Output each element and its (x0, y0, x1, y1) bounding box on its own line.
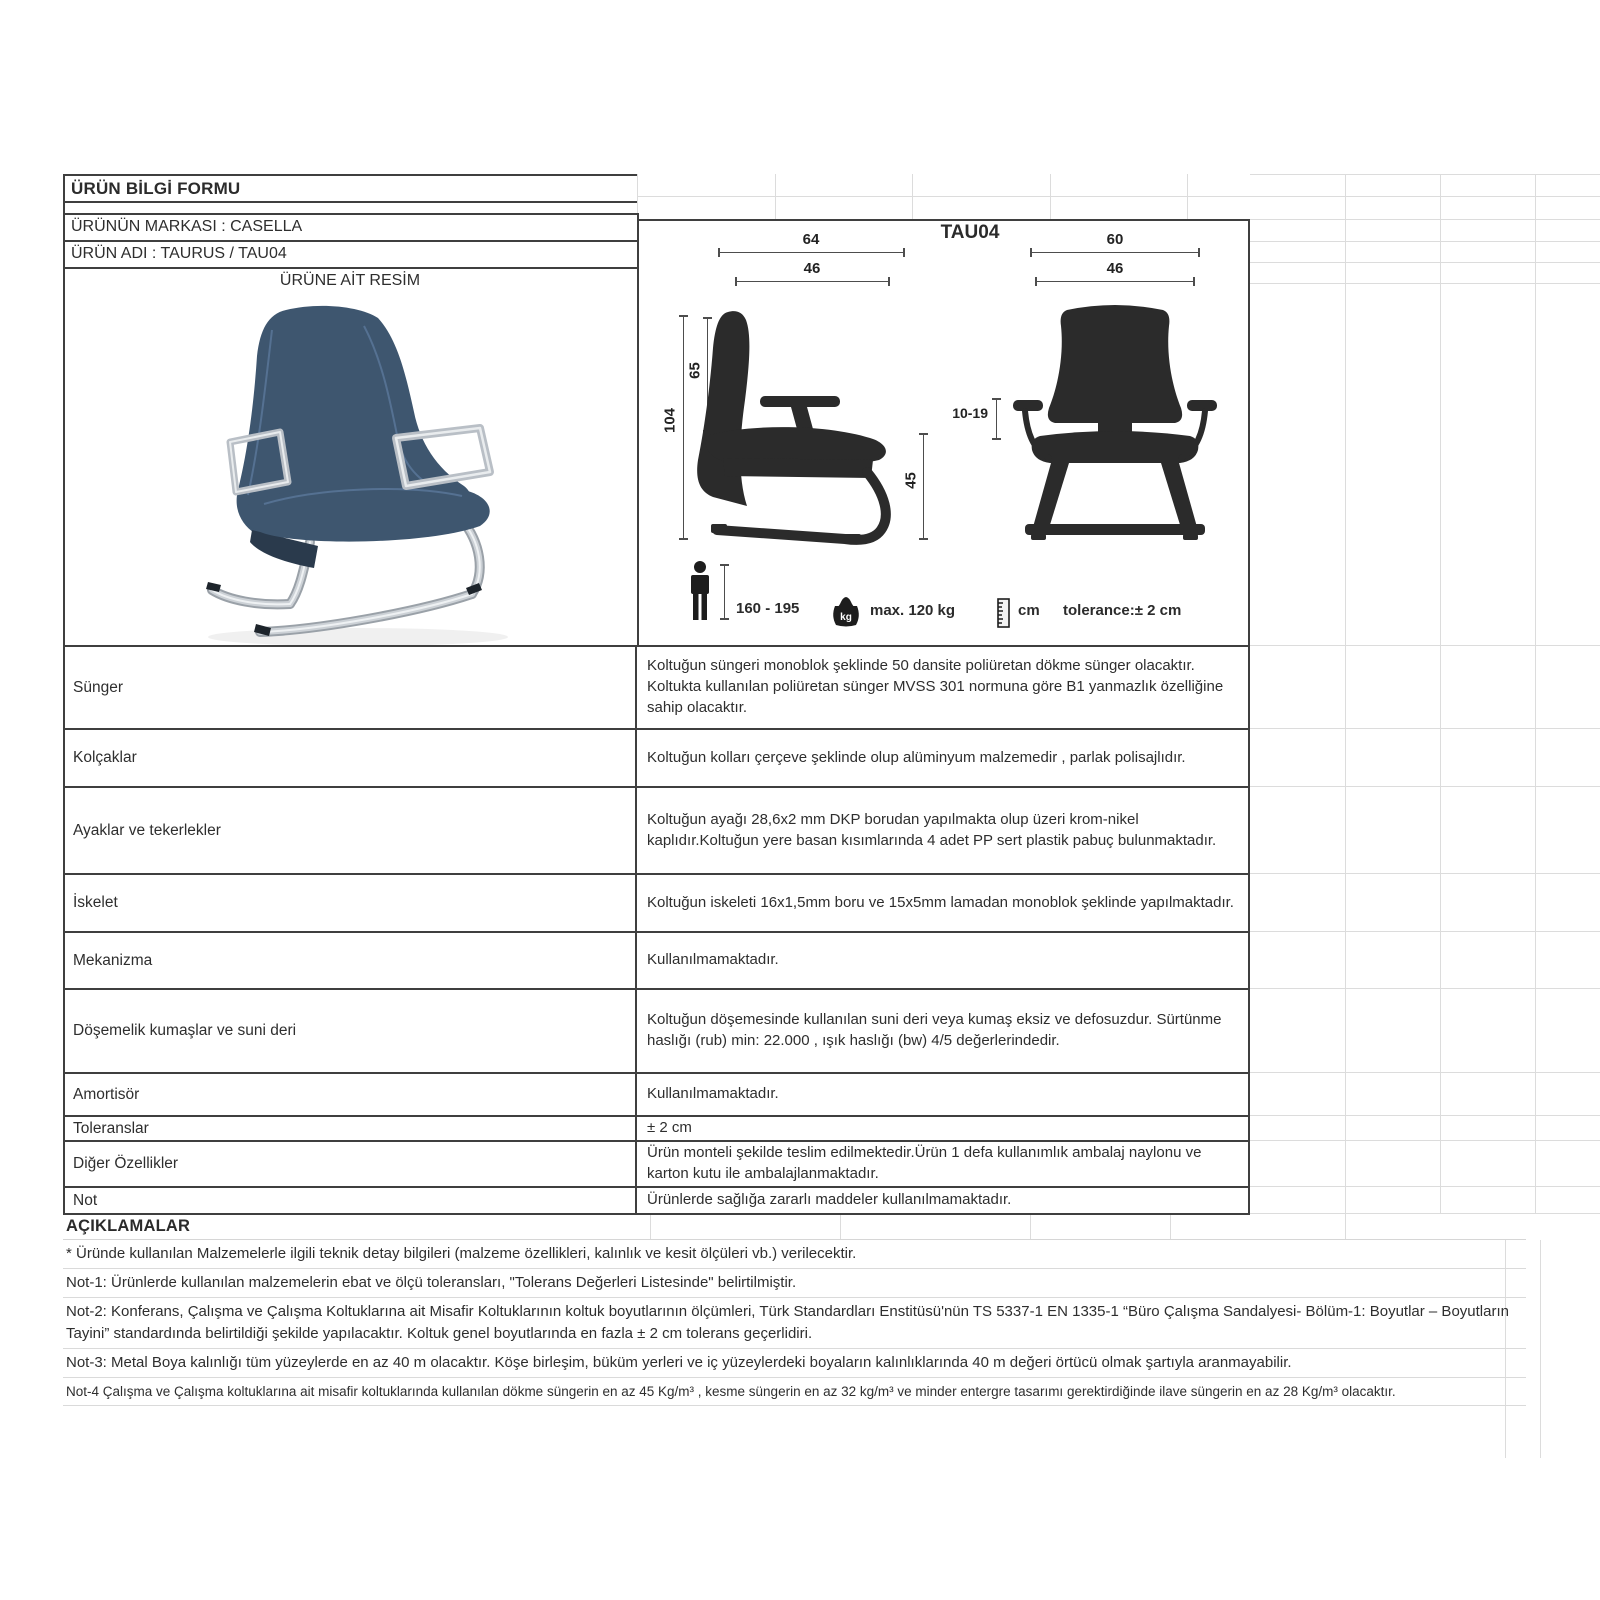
side-armrest-bar (760, 396, 840, 407)
spec-label: Mekanizma (65, 933, 637, 988)
front-width-dim (1030, 252, 1200, 253)
brand-row: ÜRÜNÜN MARKASI : CASELLA (71, 218, 303, 235)
user-height-dim (724, 564, 725, 620)
model-code: TAU04 (940, 222, 1000, 243)
table-row (65, 647, 1248, 728)
spec-label: İskelet (65, 875, 637, 931)
front-left-arm-pad (1013, 400, 1043, 411)
overall-height-label: 104 (661, 407, 679, 434)
spec-label: Sünger (65, 647, 637, 728)
side-seat-frame (723, 458, 873, 478)
note-item: Not-2: Konferans, Çalışma ve Çalışma Koltuklarına ait Misafir Koltuklarının koltuk boyutlarının ölçümleri, Türk Standardları Enstitüsü'nün TS 5337-1 EN 1335-1 “Büro Çalışma Sandalyesi- Bölüm-1: Boyutlar – Boyutların Tayini” standardında belirtildiği şekilde yapılacaktır. Koltuk genel boyutlarında en fazla ± 2 cm tolerans geçerlidiri. (63, 1298, 1526, 1349)
note-item: Not-4 Çalışma ve Çalışma koltuklarına ait misafir koltuklarında kullanılan dökme süngerin en az 45 Kg/m³ , kesme süngerin en az 32 kg/m³ ve minder entergre tasarımı gerektirdiğinde ilave süngerin en az 28 Kg/m³ olacaktır. (63, 1378, 1526, 1406)
table-row (65, 931, 1248, 988)
notes-section (63, 1213, 1526, 1406)
front-left-leg (1033, 463, 1069, 528)
tolerance-label: tolerance:± 2 cm (1063, 602, 1182, 619)
front-seat (1032, 431, 1199, 463)
spec-label: Not (65, 1188, 637, 1213)
spec-label: Döşemelik kumaşlar ve suni deri (65, 990, 637, 1072)
side-seat-width-dim (735, 281, 890, 282)
side-cantilever-leg (717, 472, 886, 540)
front-foot-right (1183, 534, 1198, 540)
side-seat-width-label: 46 (803, 260, 821, 277)
spec-value: Koltuğun ayağı 28,6x2 mm DKP borudan yapılmakta olup üzeri krom-nikel kaplıdır.Koltuğun yere basan kısımlarında 4 adet PP sert plastik pabuç bulunmaktadır. (647, 810, 1217, 849)
person-icon (686, 560, 714, 622)
spec-value: Ürün monteli şekilde teslim edilmektedir.Ürün 1 defa kullanımlık ambalaj naylonu ve karton kutu ile ambalajlanmaktadır. (647, 1144, 1202, 1182)
side-back-width-dim (718, 252, 905, 253)
table-row (65, 1072, 1248, 1115)
svg-text:kg: kg (840, 612, 852, 623)
note-item: * Üründe kullanılan Malzemelerle ilgili teknik detay bilgileri (malzeme özellikleri, kalınlık ve kesit ölçüleri vb.) verilecektir. (63, 1240, 1526, 1269)
front-floor-rail (1025, 524, 1205, 535)
table-row (65, 786, 1248, 873)
photo-shadow (208, 628, 508, 646)
spec-label: Amortisör (65, 1074, 637, 1115)
product-photo (168, 290, 564, 650)
page-title: ÜRÜN BİLGİ FORMU (71, 179, 241, 198)
spec-value: Koltuğun kolları çerçeve şeklinde olup alüminyum malzemedir , parlak polisajlıdır. (647, 748, 1186, 766)
front-width-label: 60 (1106, 231, 1124, 248)
user-height-range: 160 - 195 (736, 600, 800, 617)
spec-value: Koltuğun iskeleti 16x1,5mm boru ve 15x5mm lamadan monoblok şeklinde yapılmaktadır. (647, 893, 1234, 911)
table-row (65, 1186, 1248, 1213)
spec-label: Kolçaklar (65, 730, 637, 786)
spec-value: Kullanılmamaktadır. (647, 951, 779, 969)
table-row (65, 728, 1248, 786)
spec-label: Toleranslar (65, 1117, 637, 1140)
side-back-width-label: 64 (802, 231, 820, 248)
spec-value: Koltuğun döşemesinde kullanılan suni deri veya kumaş eksiz ve defosuzdur. Sürtünme haslığı (rub) min: 22.000 , ışık haslığı (bw) 4/5 değerlerindedir. (647, 1011, 1222, 1049)
armrest-range-label: 10-19 (952, 405, 988, 421)
unit-label: cm (1018, 602, 1040, 619)
front-backrest (1048, 305, 1182, 423)
front-seat-width-label: 46 (1106, 260, 1124, 277)
spec-table (63, 645, 1250, 1215)
front-seat-width-dim (1035, 281, 1195, 282)
spec-value: ± 2 cm (647, 1119, 692, 1137)
front-foot-left (1031, 534, 1046, 540)
spec-value: Ürünlerde sağlığa zararlı maddeler kullanılmamaktadır. (647, 1191, 1012, 1209)
max-weight-icon (830, 594, 862, 628)
note-item: Not-3: Metal Boya kalınlığı tüm yüzeylerde en az 40 m olacaktır. Köşe birleşim, büküm yerleri ve iç yüzeylerdeki boyaların kalınlıklarında 40 m değeri örtücü olmak şartıyla aranmayabilir. (63, 1349, 1526, 1378)
front-right-leg (1161, 463, 1197, 528)
notes-title: AÇIKLAMALAR (63, 1213, 1526, 1240)
front-right-arm-pad (1187, 400, 1217, 411)
spec-label: Ayaklar ve tekerlekler (65, 788, 637, 873)
seat-height-label: 45 (902, 472, 920, 489)
product-name-row: ÜRÜN ADI : TAURUS / TAU04 (71, 245, 287, 262)
chair-front-view (995, 300, 1235, 550)
side-backrest (697, 311, 749, 506)
ruler-icon (997, 598, 1011, 628)
table-row (65, 873, 1248, 931)
back-height-label: 65 (686, 362, 704, 379)
chair-side-view (655, 300, 945, 550)
max-weight-label: max. 120 kg (870, 602, 956, 619)
spec-value: Kullanılmamaktadır. (647, 1085, 779, 1103)
table-row (65, 988, 1248, 1072)
note-item: Not-1: Ürünlerde kullanılan malzemelerin ebat ve ölçü toleransları, "Tolerans Değerleri Listesinde" belirtilmiştir. (63, 1269, 1526, 1298)
table-row (65, 1115, 1248, 1140)
image-section-title: ÜRÜNE AİT RESİM (279, 272, 421, 289)
spec-label: Diğer Özellikler (65, 1142, 637, 1186)
table-row (65, 1140, 1248, 1186)
spec-value: Koltuğun süngeri monoblok şeklinde 50 dansite poliüretan dökme sünger olacaktır. Koltukta kullanılan poliüretan sünger MVSS 301 normuna göre B1 yanmazlık özelliğine sahip olacaktır. (647, 657, 1224, 716)
